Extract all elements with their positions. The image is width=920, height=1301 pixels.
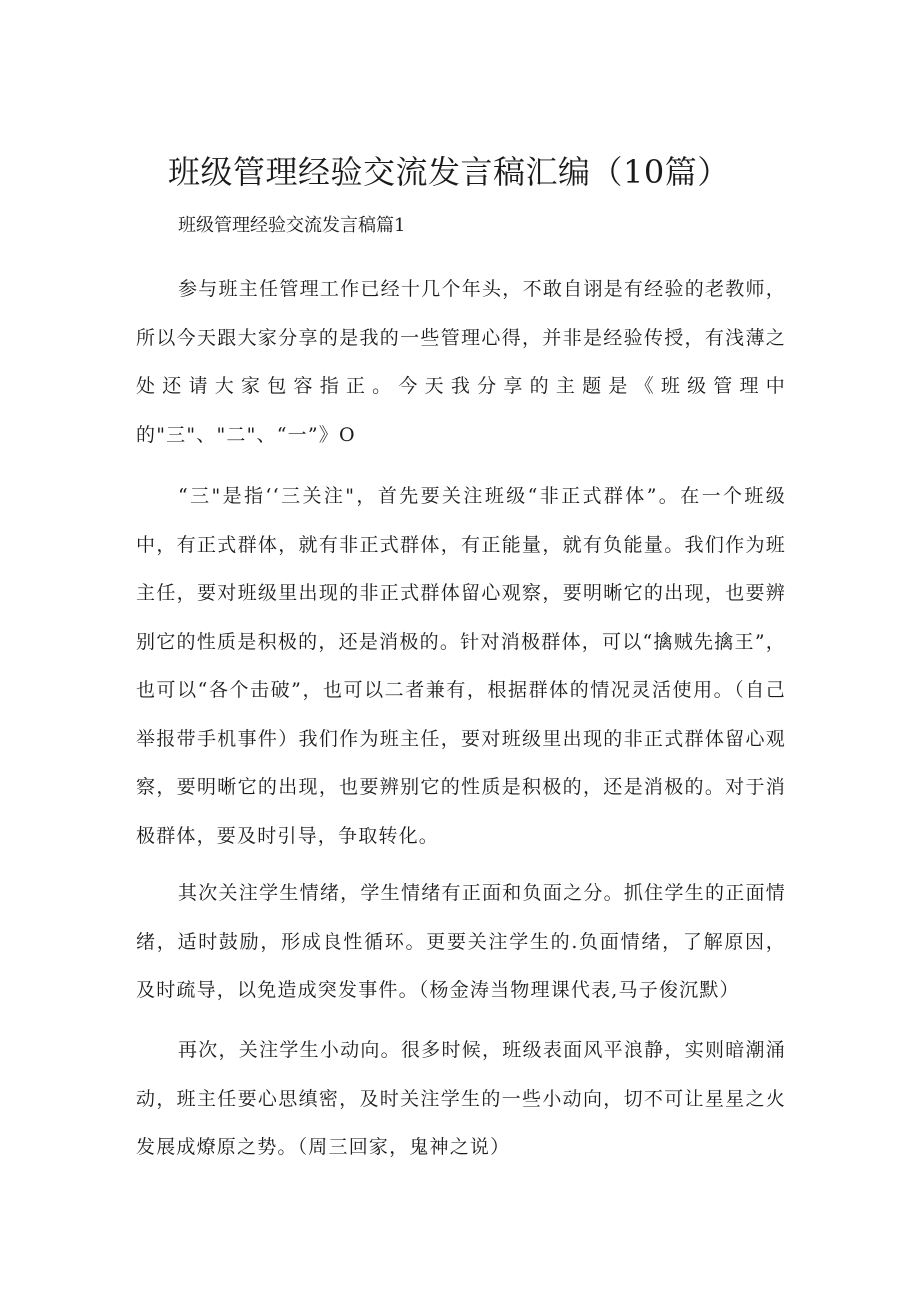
paragraph-2: “三"是指‘‘三关注"，首先要关注班级“非正式群体”。在一个班级中，有正式群体，就有非正式群体，有正能量，就有负能量。我们作为班主任，要对班级里出现的非正式群体留心观察，要明晰它的出现，也要辨别它的性质是积极的，还是消极的。针对消极群体，可以“擒贼先擒王”，也可以“各个击破”，也可以二者兼有，根据群体的情况灵活使用。（自己举报带手机事件）我们作为班主任，要对班级里出现的非正式群体留心观察，要明晰它的出现，也要辨别它的性质是积极的，还是消极的。对于消极群体，要及时引导，争取转化。 xyxy=(136,485,786,847)
document-title: 班级管理经验交流发言稿汇编（10篇） xyxy=(168,153,730,191)
paragraph-3: 其次关注学生情绪，学生情绪有正面和负面之分。抓住学生的正面情绪，适时鼓励，形成良性循环。更要关注学生的.负面情绪，了解原因，及时疏导，以免造成突发事件。（杨金涛当物理课代表,马子俊沉默） xyxy=(136,882,786,1001)
paragraph-4: 再次，关注学生小动向。很多时候，班级表面风平浪静，实则暗潮涌动，班主任要心思缜密，及时关注学生的一些小动向，切不可让星星之火发展成燎原之势。（周三回家，鬼神之说） xyxy=(136,1039,786,1158)
document-subtitle: 班级管理经验交流发言稿篇1 xyxy=(178,215,406,236)
paragraph-1: 参与班主任管理工作已经十几个年头，不敢自诩是有经验的老教师，所以今天跟大家分享的是我的一些管理心得，并非是经验传授，有浅薄之处还请大家包容指正。今天我分享的主题是《班级管理中的"三"、"二"、“一”》O xyxy=(136,278,786,446)
